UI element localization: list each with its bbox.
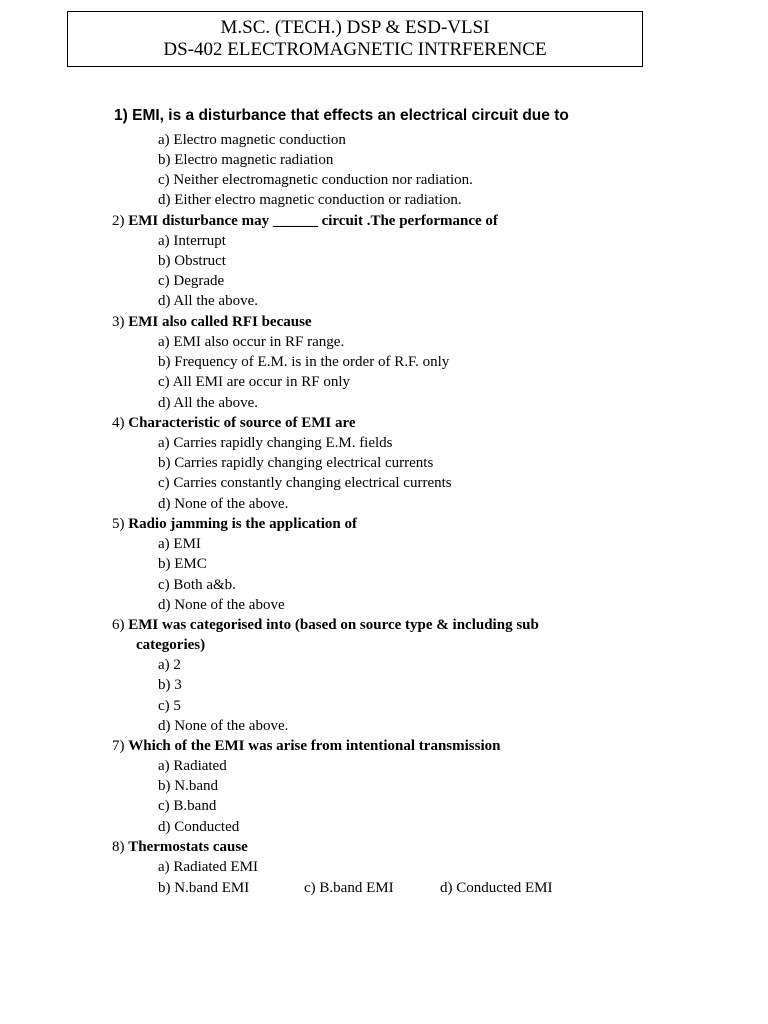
question-text-continuation: categories) [136, 637, 206, 653]
option: b) Carries rapidly changing electrical currents [158, 455, 434, 471]
option: b) 3 [158, 677, 182, 693]
option: a) 2 [158, 657, 181, 673]
option: d) None of the above. [158, 718, 289, 734]
question-2 [112, 211, 498, 231]
option: c) B.band [158, 798, 217, 814]
option: a) Carries rapidly changing E.M. fields [158, 435, 393, 451]
question-number: 2) [112, 213, 125, 229]
question-text: EMI disturbance may ______ circuit .The performance of [128, 213, 498, 229]
question-text: Which of the EMI was arise from intentional transmission [128, 738, 501, 754]
option: d) All the above. [158, 395, 258, 411]
question-number: 5) [112, 516, 125, 532]
question-1 [114, 106, 569, 126]
question-text: EMI, is a disturbance that effects an electrical circuit due to [132, 107, 569, 124]
question-7 [112, 736, 500, 756]
question-text: EMI was categorised into (based on source type & including sub [128, 617, 539, 633]
option: a) Radiated [158, 758, 227, 774]
question-number: 4) [112, 415, 125, 431]
option: a) EMI [158, 536, 201, 552]
option: d) Conducted [158, 819, 240, 835]
question-text: Thermostats cause [128, 839, 248, 855]
question-number: 7) [112, 738, 125, 754]
paper-title: DS-402 ELECTROMAGNETIC INTRFERENCE [163, 39, 547, 60]
option: b) N.band [158, 778, 218, 794]
option: c) Degrade [158, 273, 225, 289]
header-box [67, 11, 643, 67]
question-text: EMI also called RFI because [128, 314, 312, 330]
course-title: M.SC. (TECH.) DSP & ESD-VLSI [220, 17, 490, 38]
option: d) Either electro magnetic conduction or radiation. [158, 192, 462, 208]
question-number: 3) [112, 314, 125, 330]
option: d) None of the above. [158, 496, 289, 512]
question-3 [112, 312, 312, 332]
question-number: 8) [112, 839, 125, 855]
question-text: Characteristic of source of EMI are [128, 415, 356, 431]
question-number: 6) [112, 617, 125, 633]
question-number: 1) [114, 107, 128, 124]
question-4 [112, 413, 356, 433]
option: d) Conducted EMI [440, 880, 553, 896]
option: b) Electro magnetic radiation [158, 152, 334, 168]
option: c) All EMI are occur in RF only [158, 374, 351, 390]
option: c) Both a&b. [158, 577, 236, 593]
option: b) N.band EMI [158, 880, 250, 896]
option: c) 5 [158, 698, 181, 714]
question-text: Radio jamming is the application of [128, 516, 358, 532]
question-8 [112, 837, 248, 857]
option: c) Carries constantly changing electrical currents [158, 475, 452, 491]
question-5 [112, 514, 357, 534]
option: b) EMC [158, 556, 207, 572]
option: a) Radiated EMI [158, 859, 258, 875]
option: a) EMI also occur in RF range. [158, 334, 345, 350]
option: c) Neither electromagnetic conduction nor radiation. [158, 172, 473, 188]
option: c) B.band EMI [304, 880, 394, 896]
option: a) Interrupt [158, 233, 226, 249]
option: a) Electro magnetic conduction [158, 132, 346, 148]
option: b) Obstruct [158, 253, 226, 269]
question-6 [112, 615, 539, 635]
option: d) None of the above [158, 597, 285, 613]
option: d) All the above. [158, 293, 258, 309]
option: b) Frequency of E.M. is in the order of R.F. only [158, 354, 450, 370]
